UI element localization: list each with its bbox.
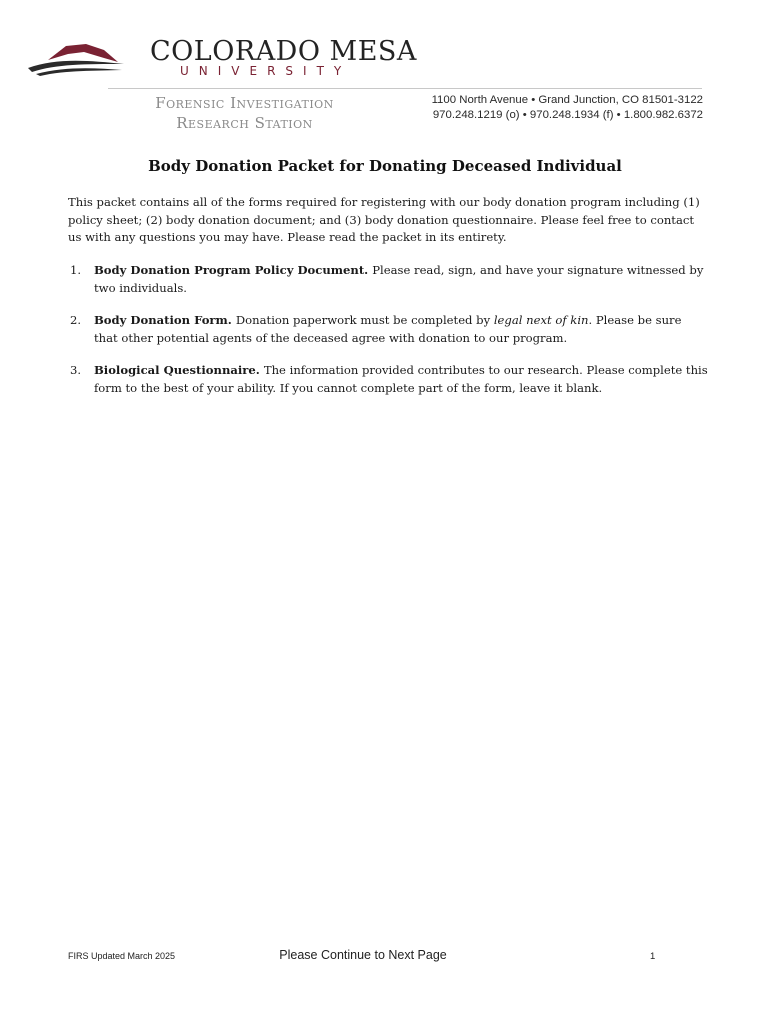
station-name — [137, 93, 352, 133]
item-number: 3. — [70, 363, 82, 377]
footer-updated-date: FIRS Updated March 2025 — [68, 951, 176, 961]
item-emphasis: legal next of kin — [493, 313, 589, 327]
document-title: Body Donation Packet for Donating Deceased Individual — [148, 157, 622, 175]
item-number: 2. — [70, 313, 82, 327]
address-line: 1100 North Avenue • Grand Junction, CO 81501-3122 — [431, 94, 703, 106]
header-divider — [108, 88, 702, 89]
item-text-after: . Please be sure that other potential agents of the deceased agree with donation to our program. — [94, 313, 682, 345]
item-text: The information provided contributes to our research. Please complete this form to the best of your ability. If you cannot complete part of the form, leave it blank. — [94, 363, 708, 395]
list-item — [68, 362, 708, 397]
university-logo — [26, 34, 417, 84]
forms-list — [68, 262, 708, 397]
item-text: Donation paperwork must be completed by — [235, 313, 494, 327]
university-name: COLORADO MESA — [150, 36, 417, 67]
intro-paragraph: This packet contains all of the forms required for registering with our body donation program including (1) policy sheet; (2) body donation document; and (3) body donation questionnaire. Please feel free to contact us with any questions you may have. Please read the packet in its entirety. — [68, 195, 700, 244]
item-text: Please read, sign, and have your signature witnessed by two individuals. — [94, 263, 704, 295]
page-number: 1 — [650, 951, 656, 962]
item-heading: Body Donation Form. — [94, 313, 236, 327]
item-heading: Biological Questionnaire. — [94, 363, 264, 377]
footer-continue-text: Please Continue to Next Page — [279, 948, 447, 962]
university-subtitle: UNIVERSITY — [180, 64, 352, 78]
mesa-mountain-logo-icon — [26, 38, 126, 78]
item-heading: Body Donation Program Policy Document. — [94, 263, 373, 277]
station-line-2: Research Station — [176, 114, 313, 132]
item-number: 1. — [70, 263, 82, 277]
station-line-1: Forensic Investigation — [155, 94, 334, 112]
list-item — [68, 312, 708, 347]
contact-block — [403, 93, 703, 123]
phone-line: 970.248.1219 (o) • 970.248.1934 (f) • 1.800.982.6372 — [432, 109, 703, 121]
list-item — [68, 262, 708, 297]
